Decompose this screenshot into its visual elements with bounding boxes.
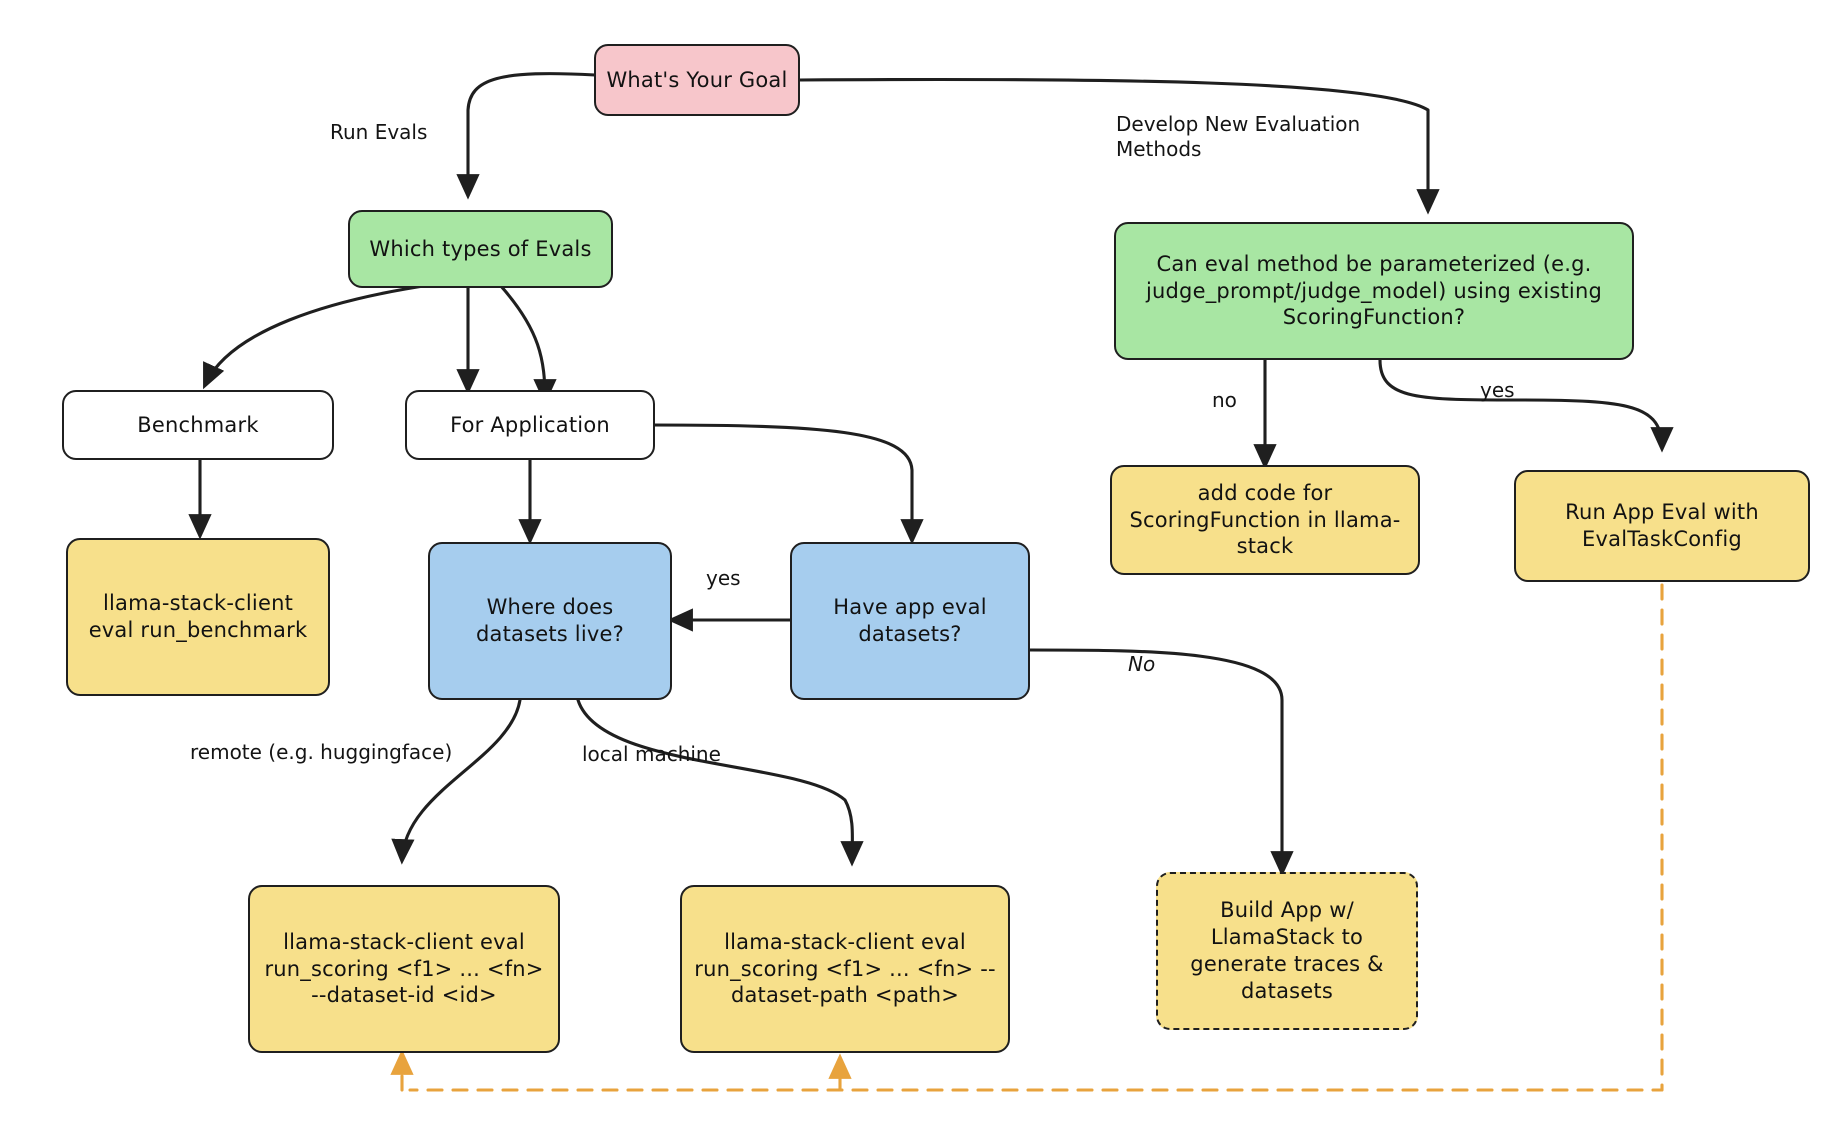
edge-label-remote-text: remote (e.g. huggingface) <box>190 740 453 764</box>
node-run-app-eval-with-evaltaskconfig[interactable] <box>1514 470 1810 582</box>
edge-label-develop-new-methods <box>1116 112 1426 162</box>
node-benchmark[interactable] <box>62 390 334 460</box>
edge-label-yes-have-datasets <box>706 566 741 591</box>
edge-label-yes-param-text: yes <box>1480 378 1515 402</box>
node-build-app-with-llamastack[interactable] <box>1156 872 1418 1030</box>
node-can-param-label: Can eval method be parameterized (e.g. judge_prompt/judge_model) using existing ScoringFunction? <box>1145 251 1602 330</box>
edge-label-no-have-datasets <box>1128 652 1155 677</box>
node-where-datasets-label: Where does datasets live? <box>476 595 624 646</box>
node-run-scoring-dataset-path[interactable] <box>680 885 1010 1053</box>
edge-label-yes-datasets-text: yes <box>706 566 741 590</box>
node-run-scoring-id-label: llama-stack-client eval run_scoring <f1> ... <fn> --dataset-id <id> <box>264 929 544 1008</box>
edge-label-remote-huggingface <box>190 740 452 765</box>
edge-label-local-machine <box>582 742 721 767</box>
edge-label-no-param-text: no <box>1212 388 1237 412</box>
edge-label-local-text: local machine <box>582 742 721 766</box>
node-which-types-of-evals[interactable] <box>348 210 613 288</box>
node-run-benchmark-label: llama-stack-client eval run_benchmark <box>88 591 308 642</box>
node-add-code-scoringfunction[interactable] <box>1110 465 1420 575</box>
node-for-application[interactable] <box>405 390 655 460</box>
node-goal[interactable] <box>594 44 800 116</box>
node-can-eval-be-parameterized[interactable] <box>1114 222 1634 360</box>
node-have-app-eval-datasets[interactable] <box>790 542 1030 700</box>
node-which-types-label: Which types of Evals <box>369 236 592 261</box>
node-goal-label: What's Your Goal <box>606 67 788 92</box>
node-run-app-eval-label: Run App Eval with EvalTaskConfig <box>1565 500 1759 551</box>
node-where-does-datasets-live[interactable] <box>428 542 672 700</box>
edge-label-run-evals-text: Run Evals <box>330 120 428 144</box>
edge-label-no-datasets-text: No <box>1128 652 1156 676</box>
node-add-code-label: add code for ScoringFunction in llama-stack <box>1129 480 1401 559</box>
node-have-datasets-label: Have app eval datasets? <box>833 595 987 646</box>
node-benchmark-label: Benchmark <box>137 412 259 437</box>
node-for-application-label: For Application <box>450 412 610 437</box>
node-build-app-label: Build App w/ LlamaStack to generate traces & datasets <box>1190 898 1384 1003</box>
edge-label-develop-new-text: Develop New Evaluation Methods <box>1116 112 1361 161</box>
node-run-benchmark-command[interactable] <box>66 538 330 696</box>
node-run-scoring-path-label: llama-stack-client eval run_scoring <f1> ... <fn> --dataset-path <path> <box>694 929 996 1008</box>
edge-label-yes-parameterized <box>1480 378 1515 403</box>
node-run-scoring-dataset-id[interactable] <box>248 885 560 1053</box>
edge-label-no-parameterized <box>1212 388 1237 413</box>
edge-label-run-evals <box>330 120 427 145</box>
